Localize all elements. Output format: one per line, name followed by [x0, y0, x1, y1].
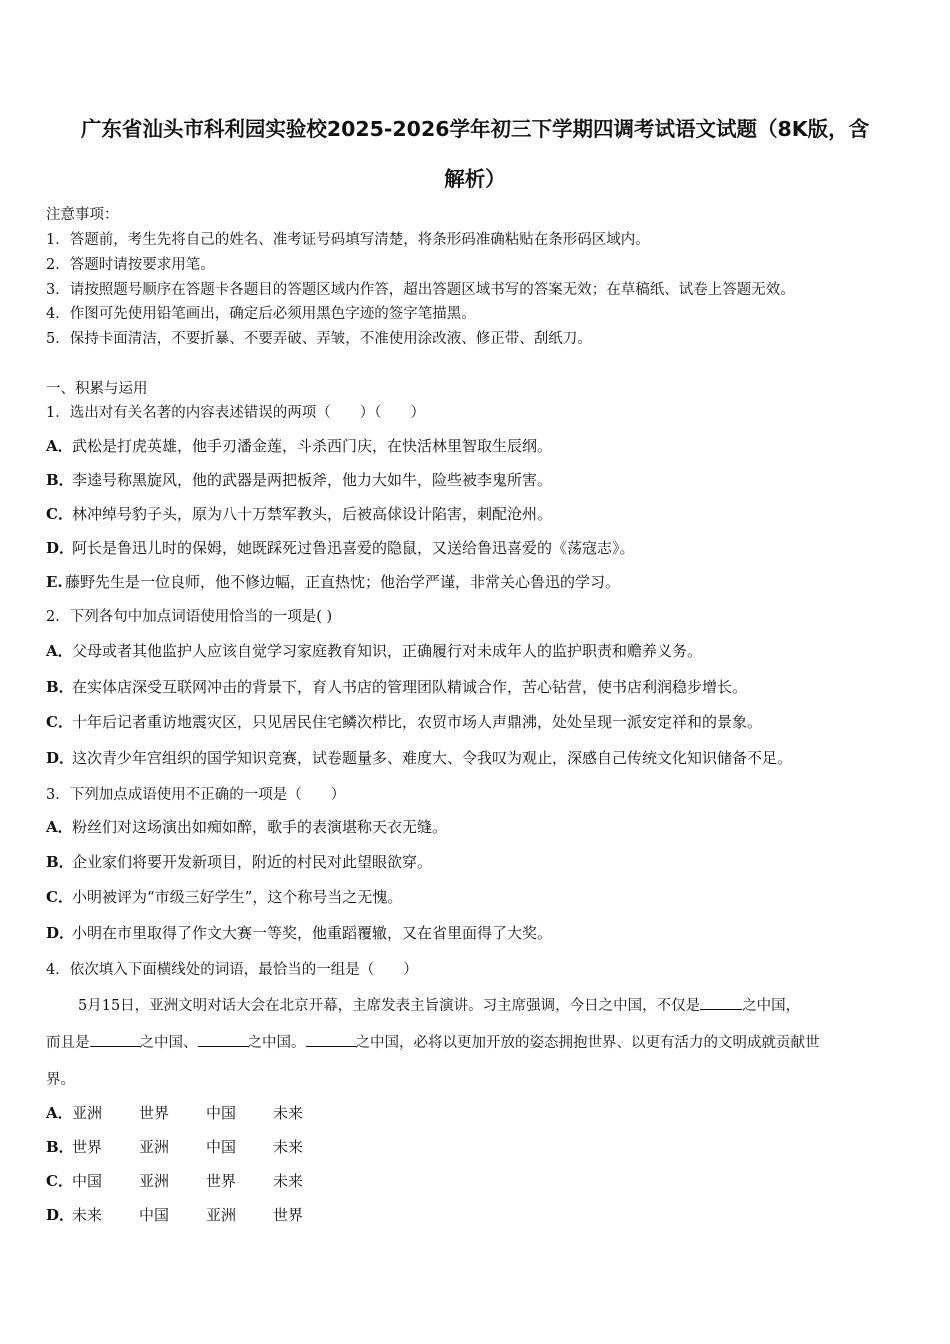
option-text: 小明在市里取得了作文大赛一等奖，他重蹈覆辙，又在省里面得了大奖。 [72, 924, 553, 942]
option-label: A． [46, 437, 73, 455]
passage-text: 5月15日，亚洲文明对话大会在北京开幕，主席发表主旨演讲。习主席强调，今日之中国，不仅是 [78, 998, 701, 1014]
question-3-option-c [46, 886, 402, 907]
option-word: 世界 [206, 1172, 237, 1190]
option-label: B． [46, 853, 74, 871]
notice-heading: 注意事项： [46, 207, 119, 223]
notice-item: 5．保持卡面清洁，不要折暴、不要弄破、弄皱，不准使用涂改液、修正带、刮纸刀。 [46, 331, 592, 347]
option-word: 中国 [206, 1104, 237, 1122]
option-text: 在实体店深受互联网冲击的背景下，育人书店的管理团队精诚合作，苦心钻营，使书店利润稳步增长。 [72, 678, 748, 696]
question-4-option-d [46, 1204, 340, 1225]
option-label: C． [46, 713, 73, 731]
passage-text: 而且是 [46, 1035, 90, 1051]
question-3-option-d [46, 922, 552, 943]
notice-item: 4．作图可先使用铅笔画出，确定后必须用黑色字迹的签字笔描黑。 [46, 306, 476, 322]
option-word: 中国 [72, 1172, 103, 1190]
question-2-option-d [46, 747, 792, 768]
question-2-option-b [46, 676, 747, 697]
option-word: 亚洲 [72, 1104, 103, 1122]
option-word: 未来 [273, 1172, 304, 1190]
question-4-passage-line3: 界。 [46, 1072, 75, 1088]
option-label: C． [46, 505, 73, 523]
option-word: 未来 [273, 1104, 304, 1122]
option-text: 十年后记者重访地震灾区，只见居民住宅鳞次栉比，农贸市场人声鼎沸，处处呈现一派安定祥和的景象。 [72, 713, 763, 731]
option-word: 未来 [72, 1206, 103, 1224]
option-word: 亚洲 [139, 1138, 170, 1156]
question-3-option-a [46, 816, 447, 837]
passage-text: 之中国， [742, 998, 801, 1014]
notice-item: 1．答题前，考生先将自己的姓名、准考证号码填写清楚，将条形码准确粘贴在条形码区域内。 [46, 232, 650, 248]
option-label: A． [46, 1104, 73, 1122]
option-word: 亚洲 [139, 1172, 170, 1190]
option-text: 藤野先生是一位良师，他不修边幅，正直热忱；他治学严谨，非常关心鲁迅的学习。 [65, 573, 621, 591]
question-3-stem: 3．下列加点成语使用不正确的一项是（ ） [46, 787, 346, 803]
option-text: 父母或者其他监护人应该自觉学习家庭教育知识，正确履行对未成年人的监护职责和赡养义务。 [72, 642, 703, 660]
question-1-option-d [46, 537, 635, 558]
option-text: 小明被评为“市级三好学生”，这个称号当之无愧。 [72, 888, 403, 906]
question-1-option-b [46, 469, 552, 490]
question-4-option-a [46, 1102, 340, 1123]
question-1-option-a [46, 435, 552, 456]
notice-item: 3．请按照题号顺序在答题卡各题目的答题区域内作答，超出答题区域书写的答案无效；在草稿纸、试卷上答题无效。 [46, 282, 795, 298]
question-1-option-e [46, 571, 620, 592]
option-text: 粉丝们对这场演出如痴如醉，歌手的表演堪称天衣无缝。 [72, 818, 448, 836]
option-label: D． [46, 1206, 75, 1224]
question-2-stem: 2．下列各句中加点词语使用恰当的一项是( ) [46, 609, 333, 625]
question-2-option-a [46, 640, 702, 661]
question-4-stem: 4．依次填入下面横线处的词语，最恰当的一组是（ ） [46, 962, 418, 978]
option-text: 这次青少年宫组织的国学知识竞赛，试卷题量多、难度大、令我叹为观止，深感自己传统文化知识储备不足。 [72, 749, 793, 767]
question-1-option-c [46, 503, 552, 524]
option-label: B． [46, 471, 74, 489]
option-word: 中国 [206, 1138, 237, 1156]
exam-title-line1: 广东省汕头市科利园实验校2025-2026学年初三下学期四调考试语文试题（8K版，含 [80, 117, 870, 141]
option-word: 世界 [273, 1206, 304, 1224]
exam-title-line2: 解析） [444, 167, 506, 191]
question-4-option-b [46, 1136, 340, 1157]
option-label: D． [46, 749, 75, 767]
question-4-passage-line1 [78, 994, 800, 1015]
option-label: B． [46, 678, 74, 696]
fill-blank [700, 997, 742, 1010]
question-1-stem: 1．选出对有关名著的内容表述错误的两项（ ）（ ） [46, 405, 425, 421]
passage-text: 之中国。 [247, 1035, 306, 1051]
option-label: D． [46, 924, 75, 942]
option-text: 林冲绰号豹子头，原为八十万禁军教头，后被高俅设计陷害，刺配沧州。 [72, 505, 553, 523]
fill-blank [90, 1034, 140, 1047]
option-label: C． [46, 1172, 73, 1190]
option-label: E. [46, 573, 63, 591]
question-4-option-c [46, 1170, 340, 1191]
option-word: 世界 [139, 1104, 170, 1122]
question-4-passage-line2 [46, 1031, 820, 1052]
question-3-option-b [46, 851, 432, 872]
option-text: 企业家们将要开发新项目，附近的村民对此望眼欲穿。 [72, 853, 433, 871]
option-label: D． [46, 539, 75, 557]
option-label: A． [46, 642, 73, 660]
option-label: A． [46, 818, 73, 836]
notice-item: 2．答题时请按要求用笔。 [46, 257, 215, 273]
passage-text: 之中国、 [139, 1035, 198, 1051]
section-heading: 一、积累与运用 [46, 381, 148, 397]
question-2-option-c [46, 711, 762, 732]
option-text: 李逵号称黑旋风，他的武器是两把板斧，他力大如牛，险些被李鬼所害。 [72, 471, 553, 489]
fill-blank [198, 1034, 248, 1047]
option-label: B． [46, 1138, 74, 1156]
option-word: 中国 [139, 1206, 170, 1224]
option-word: 世界 [72, 1138, 103, 1156]
option-text: 武松是打虎英雄，他手刃潘金莲，斗杀西门庆，在快活林里智取生辰纲。 [72, 437, 553, 455]
fill-blank [306, 1034, 356, 1047]
option-label: C． [46, 888, 73, 906]
passage-text: 之中国，必将以更加开放的姿态拥抱世界、以更有活力的文明成就贡献世 [355, 1035, 820, 1051]
option-text: 阿长是鲁迅儿时的保姆，她既踩死过鲁迅喜爱的隐鼠，又送给鲁迅喜爱的《荡寇志》。 [72, 539, 635, 557]
option-word: 未来 [273, 1138, 304, 1156]
option-word: 亚洲 [206, 1206, 237, 1224]
